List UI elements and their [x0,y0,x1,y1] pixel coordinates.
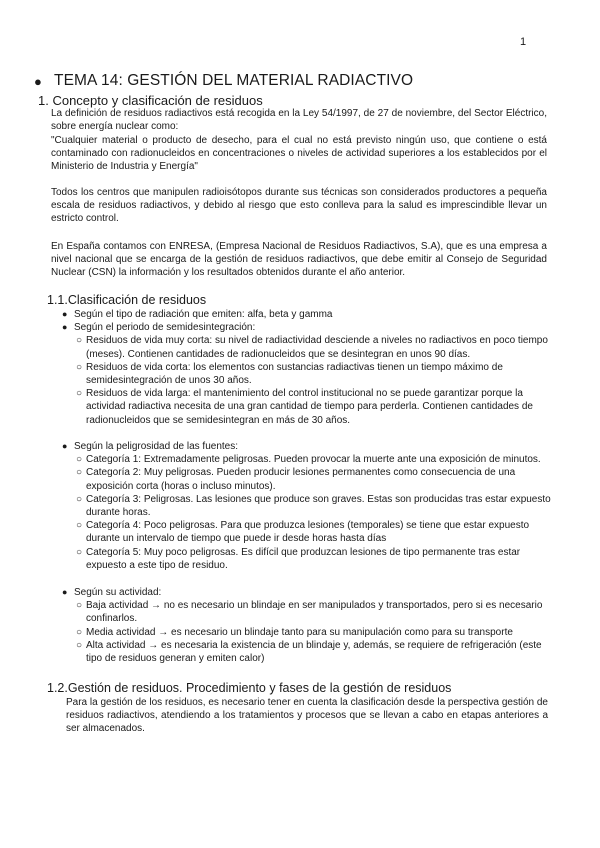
category-3-text: Categoría 3: Peligrosas. Las lesiones que produce son graves. Estas son producidas tras estar expuesto durante horas. [86,493,551,519]
document-title-row [34,72,413,90]
sub-list-item [76,466,552,492]
sub-list-item [76,453,552,466]
half-life-item: Según el periodo de semidesintegración: [74,322,256,334]
sub-list-item [76,546,552,572]
classification-list [62,308,552,427]
sub-list-item [76,639,552,665]
long-life-text: Residuos de vida larga: el mantenimiento del control institucional no se puede garantizar porque la actividad radiactiva necesita de una gran cantidad de tiempo para perderla. Contienen cantidades de radionucleidos que se semidesintegran en más de 30 años. [86,388,533,426]
circle-bullet-icon: ○ [76,388,83,400]
high-activity-text: Alta actividad → es necesaria la existencia de un blindaje y, además, se requiere de refrigeración (este tipo de residuos generan y emiten calor) [86,639,542,665]
circle-bullet-icon: ○ [76,493,83,505]
producers-paragraph: Todos los centros que manipulen radioisótopos durante sus técnicas son considerados productores a pequeña escala de residuos radiactivos, y debido al riesgo que esto conlleva para la salud es imprescindible llevar un estricto control. [51,187,547,225]
bullet-icon: ● [62,322,68,333]
low-activity-text: Baja actividad → no es necesario un blindaje en ser manipulados y transportados, pero si es necesario confinarlos. [86,600,543,625]
category-1-text: Categoría 1: Extremadamente peligrosas. Pueden provocar la muerte ante una exposición de minutos. [86,454,541,466]
very-short-life-text: Residuos de vida muy corta: su nivel de radiactividad desciende a niveles no radiactivos en poco tiempo (meses). Contienen cantidades de radionucleidos que se desintegran en unos 90 días. [86,335,548,360]
bullet-icon: ● [62,441,68,451]
list-item [62,321,552,334]
management-paragraph: Para la gestión de los residuos, es necesario tener en cuenta la clasificación desde la perspectiva gestión de residuos radiactivos, atendiendo a los tratamientos y procesos que se llevan a cabo en etapas anteriores a ser almacenados. [66,697,548,735]
danger-item: Según la peligrosidad de las fuentes: [74,441,239,452]
sub-list-item [76,334,552,360]
sub-list-item [76,626,552,639]
enresa-paragraph: En España contamos con ENRESA, (Empresa Nacional de Residuos Radiactivos, S.A), que es una empresa a nivel nacional que se encarga de la gestión de residuos radiactivos, que debe emitir al Consejo de Seguridad Nuclear (CSN) la información y los resultados obtenidos durante el año anterior. [51,241,547,279]
sub-list-item [76,387,552,427]
sub-list-item [76,599,552,625]
circle-bullet-icon: ○ [76,467,83,479]
bullet-icon: ● [62,309,68,319]
definition-quote: "Cualquier material o producto de desecho, para el cual no está previsto ningún uso, que contiene o está contaminado con radionucleidos en concentraciones o niveles de actividad superiores a los establecidos por el Ministerio de Industria y Energía" [51,135,547,173]
danger-list [62,440,552,572]
section-heading-1-2: 1.2.Gestión de residuos. Procedimiento y fases de la gestión de residuos [47,681,452,695]
short-life-text: Residuos de vida corta: los elementos con sustancias radiactivas tienen un tiempo máximo de semidesintegración de unos 30 años. [86,361,503,387]
bullet-icon: ● [62,587,68,597]
circle-bullet-icon: ○ [76,335,83,347]
circle-bullet-icon: ○ [76,639,83,651]
sub-list-item [76,519,552,545]
page-number: 1 [520,36,527,48]
circle-bullet-icon: ○ [76,454,83,466]
radiation-type-item: Según el tipo de radiación que emiten: alfa, beta y gamma [74,309,333,320]
category-4-text: Categoría 4: Poco peligrosas. Para que produzca lesiones (temporales) se tiene que estar expuesto durante un intervalo de tiempo que puede ir desde horas hasta días [86,520,530,545]
circle-bullet-icon: ○ [76,600,83,612]
circle-bullet-icon: ○ [76,520,83,532]
document-title: TEMA 14: GESTIÓN DEL MATERIAL RADIACTIVO [54,72,414,89]
list-item [62,586,552,599]
circle-bullet-icon: ○ [76,546,83,558]
sub-list-item [76,361,552,387]
sub-list-item [76,493,552,519]
circle-bullet-icon: ○ [76,361,83,373]
section-heading-1: 1. Concepto y clasificación de residuos [38,93,263,108]
definition-intro: La definición de residuos radiactivos está recogida en la Ley 54/1997, de 27 de noviembre, del Sector Eléctrico, sobre energía nuclear como: [51,108,547,133]
circle-bullet-icon: ○ [76,626,83,638]
list-item [62,308,552,321]
activity-item: Según su actividad: [74,587,162,598]
bullet-icon: ● [34,73,42,89]
medium-activity-text: Media actividad → es necesario un blindaje tanto para su manipulación como para su transporte [86,626,513,638]
list-item [62,440,552,453]
category-5-text: Categoría 5: Muy poco peligrosas. Es difícil que produzcan lesiones de tipo permanente tras estar expuesto a este tipo de residuo. [86,546,521,571]
category-2-text: Categoría 2: Muy peligrosas. Pueden producir lesiones permanentes como consecuencia de una exposición corta (horas o incluso minutos). [86,467,516,492]
activity-list [62,586,552,665]
section-heading-1-1: 1.1.Clasificación de residuos [47,293,207,307]
